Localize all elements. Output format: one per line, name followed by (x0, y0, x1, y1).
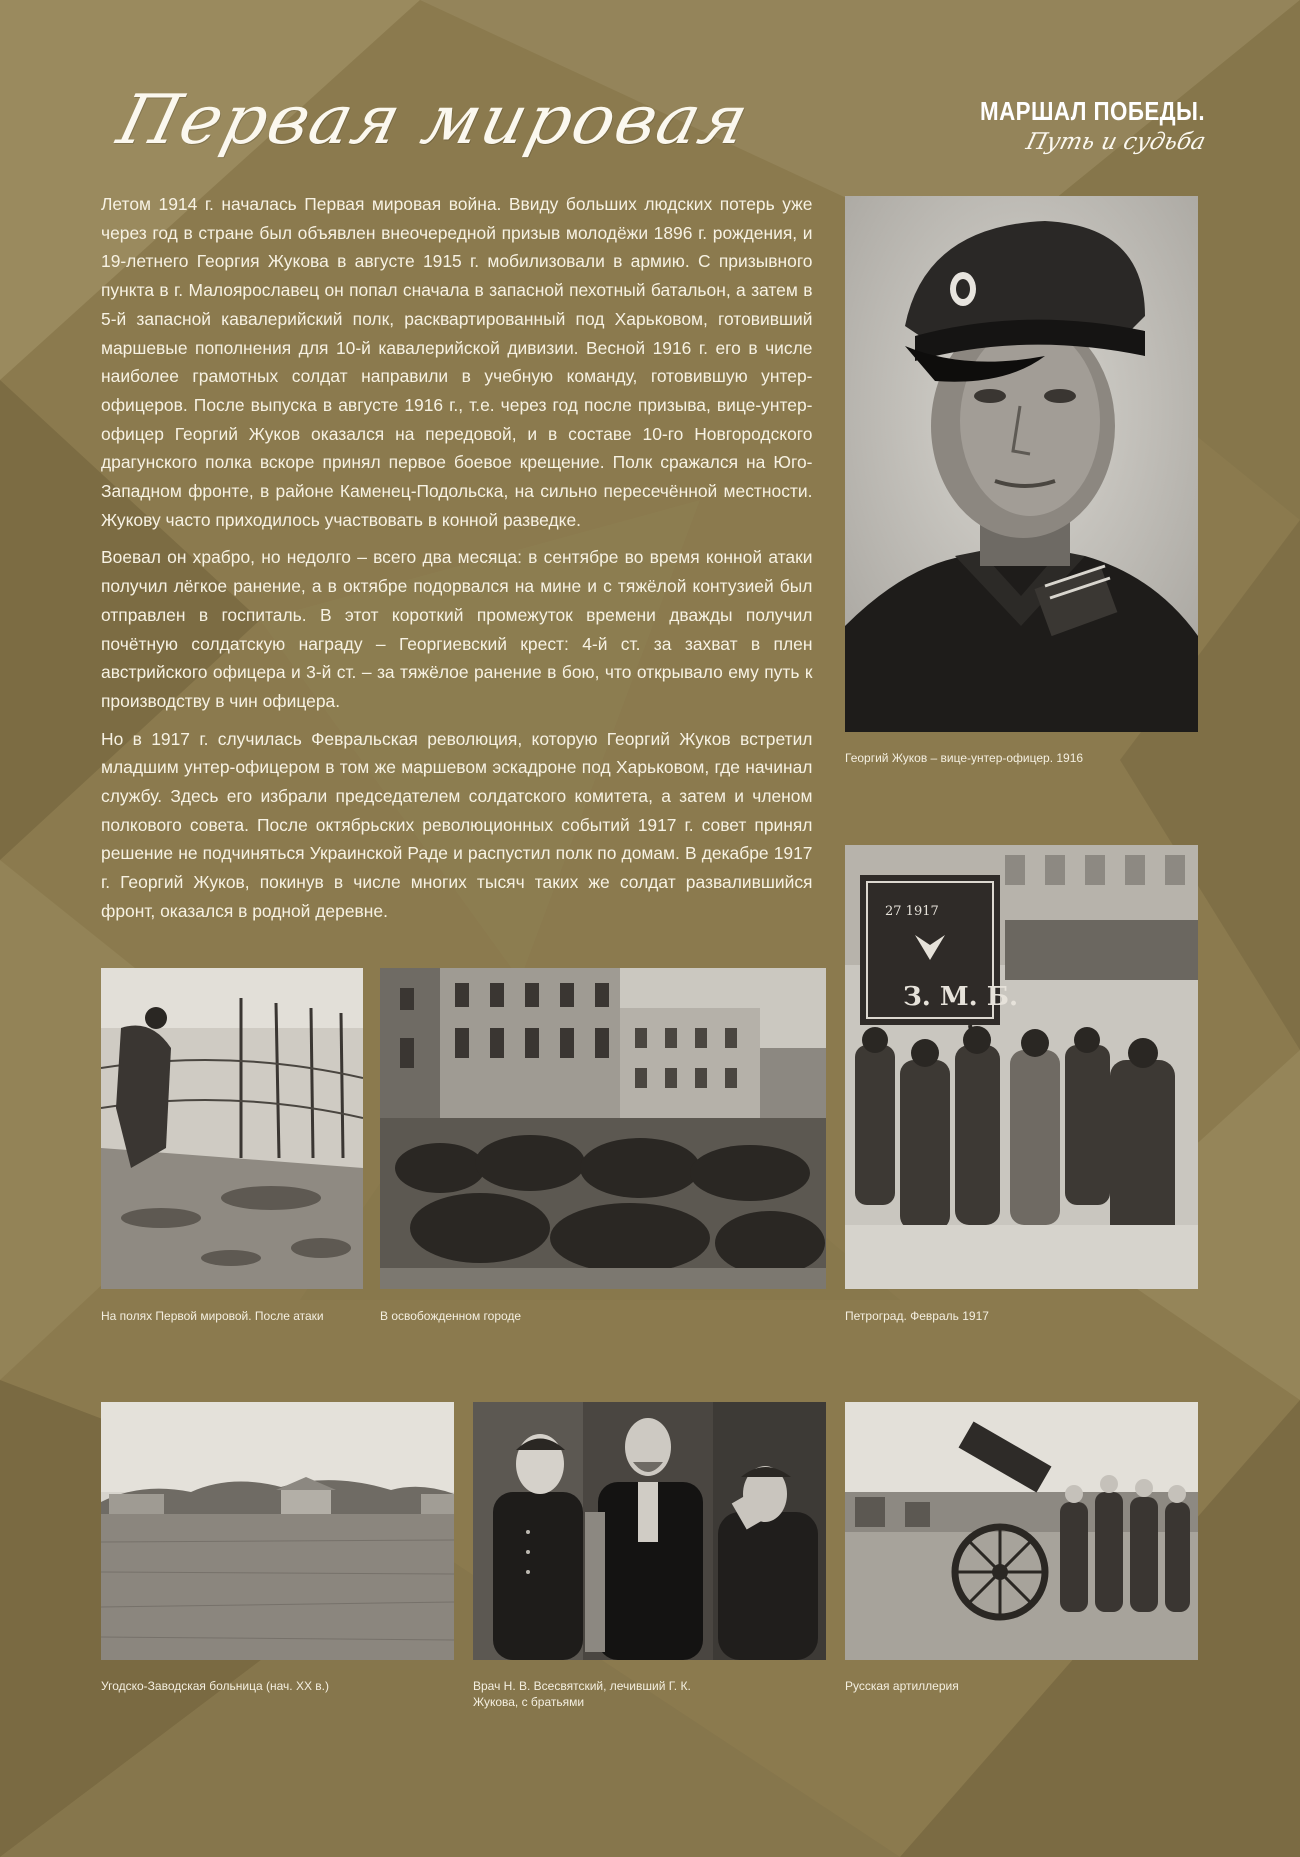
portrait-photo (845, 196, 1198, 732)
brand-block (940, 96, 1209, 155)
liberated-city-caption: В освобожденном городе (380, 1309, 522, 1323)
hospital-photo (101, 1402, 454, 1660)
doctor-caption: Врач Н. В. Всесвятский, лечивший Г. К. Жукова, с братьями (473, 1679, 691, 1709)
petrograd-photo (845, 845, 1198, 1289)
hospital-caption: Угодско-Заводская больница (нач. XX в.) (101, 1679, 330, 1693)
portrait-caption: Георгий Жуков – вице-унтер-офицер. 1916 (845, 751, 1084, 765)
banner-date: 27 1917 (885, 904, 939, 919)
brand-title: МАРШАЛ ПОБЕДЫ. (980, 96, 1205, 126)
petrograd-caption: Петроград. Февраль 1917 (845, 1309, 989, 1323)
doctor-photo (473, 1402, 826, 1660)
paragraph-1: Летом 1914 г. началась Первая мировая война. Ввиду больших людских потерь уже через год в стране был объявлен внеочередной призыв молодёжи 1896 г. рождения, и 19-летнего Георгия Жукова в августе 1915 г. мобилизовали в армию. С призывного пункта в г. Малоярославец он попал сначала в запасной пехотный батальон, а затем в 5-й запасной кавалерийский полк, расквартированный под Харьковом, готовивший маршевые пополнения для 10-й кавалерийской дивизии. Весной 1916 г. его в числе наиболее грамотных солдат направили в учебную команду, готовившую унтер-офицеров. После выпуска в августе 1916 г., т.е. через год после призыва, вице-унтер-офицер Георгий Жуков оказался на передовой, и в составе 10-го Новгородского драгунского полка вскоре принял первое боевое крещение. Полк сражался на Юго-Западном фронте, в районе Каменец-Подольска, на сильно пересечённой местности. Жукову часто приходилось участвовать в конной разведке. (101, 194, 813, 530)
liberated-city-photo (380, 968, 826, 1289)
article-text (101, 190, 827, 935)
paragraph-2: Воевал он храбро, но недолго – всего два месяца: в сентябре во время конной атаки получил лёгкое ранение, а в октябре подорвался на мине и с тяжёлой контузией был отправлен в госпиталь. В этот короткий промежуток времени дважды получил почётную солдатскую награду – Георгиевский крест: 4-й ст. за захват в плен австрийского офицера и 3-й ст. – за тяжёлое ранение в бою, что открывало ему путь к производству в чин офицера. (101, 547, 813, 711)
artillery-caption: Русская артиллерия (845, 1679, 959, 1693)
page-title: Первая мировая (110, 81, 758, 160)
battlefield-photo (101, 968, 363, 1289)
brand-subtitle: Путь и судьба (1023, 129, 1209, 155)
artillery-photo (845, 1402, 1198, 1660)
banner-text: З. М. Б. (903, 982, 1019, 1012)
battlefield-caption: На полях Первой мировой. После атаки (101, 1309, 324, 1323)
paragraph-3: Но в 1917 г. случилась Февральская революция, которую Георгий Жуков встретил младшим унтер-офицером в том же маршевом эскадроне под Харьковом, где начинал службу. Здесь его избрали председателем солдатского комитета, а затем и членом полкового совета. После октябрьских революционных событий 1917 г. совет принял решение не подчиняться Украинской Раде и распустил полк по домам. В декабре 1917 г. Георгий Жуков, покинув в числе многих тысяч таких же солдат развалившийся фронт, оказался в родной деревне. (101, 728, 813, 921)
